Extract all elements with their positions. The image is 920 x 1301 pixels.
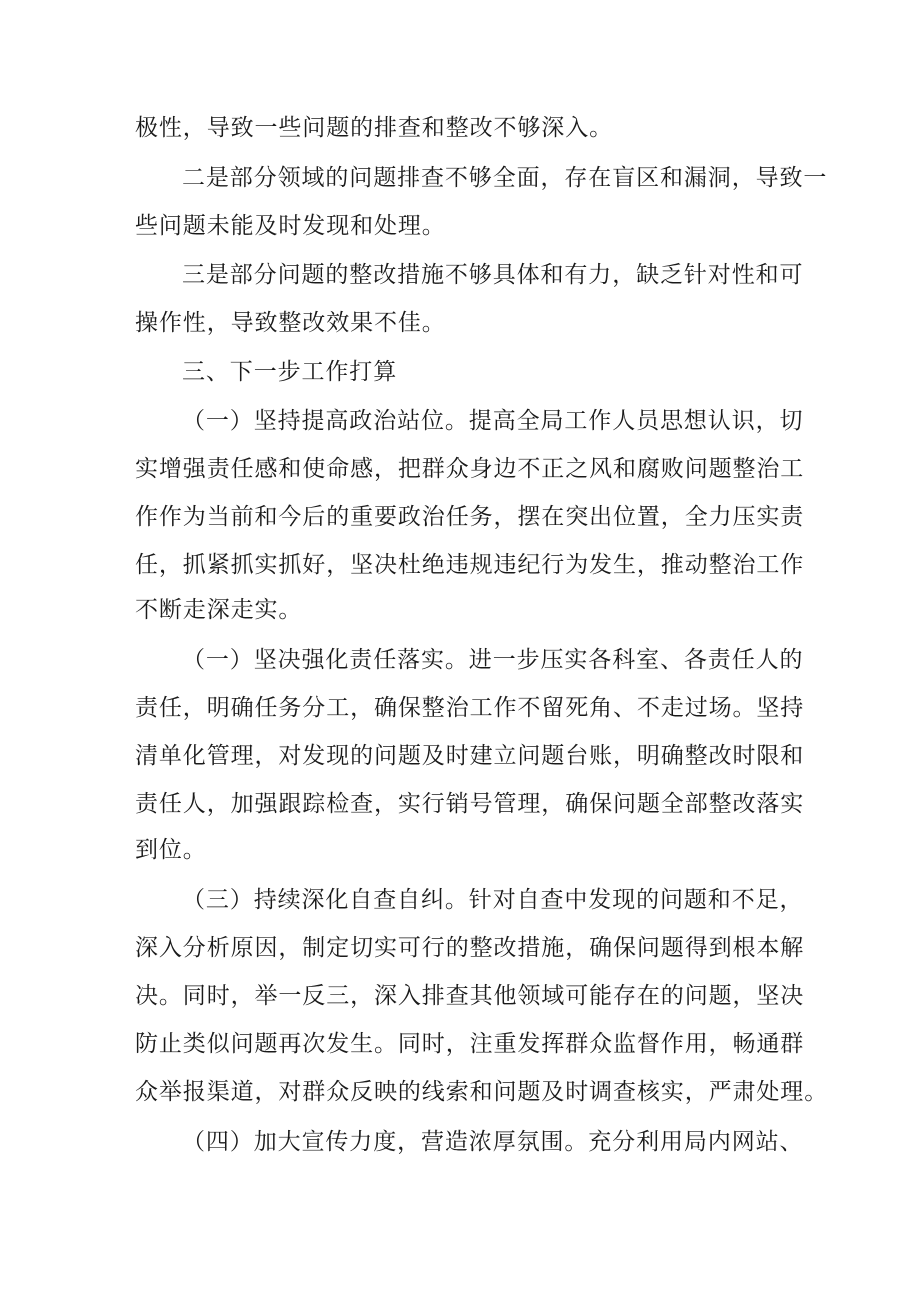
paragraph-line: 实增强责任感和使命感，把群众身边不正之风和腐败问题整治工 [135, 456, 805, 482]
paragraph-line: 责任，明确任务分工，确保整治工作不留死角、不走过场。坚持 [135, 695, 805, 721]
paragraph-line: 深入分析原因，制定切实可行的整改措施，确保问题得到根本解 [135, 935, 805, 961]
paragraph-line: 些问题未能及时发现和处理。 [135, 213, 446, 239]
paragraph-line: （一）坚持提高政治站位。提高全局工作人员思想认识，切 [182, 408, 804, 434]
paragraph-line: 操作性，导致整改效果不佳。 [135, 310, 446, 336]
section-heading: 三、下一步工作打算 [182, 359, 398, 385]
paragraph-line: （三）持续深化自查自纠。针对自查中发现的问题和不足， [182, 887, 804, 913]
paragraph-line: 任，抓紧抓实抓好，坚决杜绝违规违纪行为发生，推动整治工作 [135, 552, 805, 578]
paragraph-line: 众举报渠道，对群众反映的线索和问题及时调查核实，严肃处理。 [135, 1079, 829, 1105]
paragraph-line: 责任人，加强跟踪检查，实行销号管理，确保问题全部整改落实 [135, 791, 805, 817]
paragraph-line: 二是部分领域的问题排查不够全面，存在盲区和漏洞，导致一 [182, 165, 828, 191]
paragraph-line: 防止类似问题再次发生。同时，注重发挥群众监督作用，畅通群 [135, 1031, 805, 1057]
paragraph-line: 三是部分问题的整改措施不够具体和有力，缺乏针对性和可 [182, 262, 804, 288]
paragraph-line: 决。同时，举一反三，深入排查其他领域可能存在的问题，坚决 [135, 983, 805, 1009]
paragraph-line: 清单化管理，对发现的问题及时建立问题台账，明确整改时限和 [135, 743, 805, 769]
paragraph-line: 作作为当前和今后的重要政治任务，摆在突出位置，全力压实责 [135, 504, 805, 530]
paragraph-line: 不断走深走实。 [135, 597, 303, 623]
paragraph-line: （四）加大宣传力度，营造浓厚氛围。充分利用局内网站、 [182, 1129, 804, 1155]
paragraph-line: （一）坚决强化责任落实。进一步压实各科室、各责任人的 [182, 647, 804, 673]
paragraph-line: 极性，导致一些问题的排查和整改不够深入。 [135, 115, 613, 141]
paragraph-line: 到位。 [135, 837, 207, 863]
